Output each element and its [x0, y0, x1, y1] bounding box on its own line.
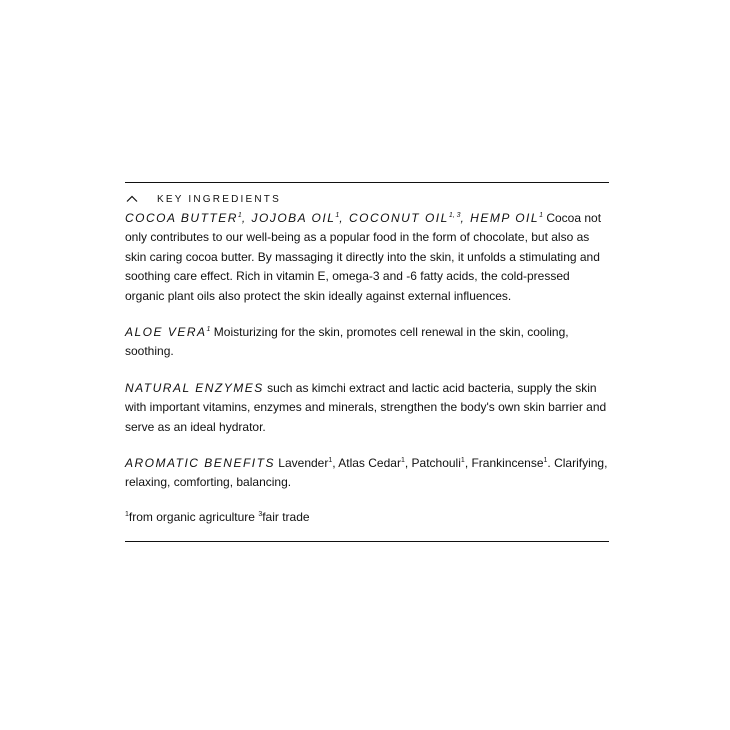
- ingredient-section: [125, 379, 609, 437]
- description-part: , Patchouli: [404, 456, 461, 471]
- ingredient-section: [125, 323, 609, 362]
- ingredient-name-part: COCOA BUTTER: [125, 211, 238, 225]
- ingredient-name: [125, 456, 275, 470]
- ingredient-name: [125, 381, 264, 395]
- footnote-marker: 1: [125, 510, 129, 518]
- footnote-marker: 1: [539, 212, 543, 219]
- description-part: . Clarifying, relaxing, comforting, balancing.: [125, 456, 608, 490]
- ingredient-description: Moisturizing for the skin, promotes cell renewal in the skin, cooling, soothing.: [125, 325, 569, 359]
- ingredient-description: such as kimchi extract and lactic acid bacteria, supply the skin with important vitamins, enzymes and minerals, strengthen the body's own skin barrier and serve as an ideal hydrator.: [125, 380, 607, 434]
- footnote-marker: 1: [328, 457, 333, 465]
- ingredient-name-part: , HEMP OIL: [460, 211, 540, 225]
- description-part: Lavender: [278, 456, 329, 471]
- footnote-marker: 1: [237, 212, 242, 219]
- ingredient-name-part: , JOJOBA OIL: [241, 211, 336, 225]
- footnote-marker: 1: [206, 326, 211, 334]
- ingredient-description: Cocoa not only contributes to our well-being as a popular food in the form of chocolate, but also as skin caring cocoa butter. By massaging it directly into the skin, it unfolds a stimulating and soothing care effect. Rich in vitamin E, omega-3 and -6 fatty acids, the cold-pressed organic plant oils also protect the skin ideally against external influences.: [125, 211, 602, 303]
- ingredient-name-part: ALOE VERA: [125, 325, 207, 340]
- ingredient-name: [125, 211, 543, 225]
- footnote-marker: 1: [460, 457, 465, 465]
- ingredient-section: [125, 454, 609, 493]
- key-ingredients-accordion: [125, 182, 609, 542]
- footnote-text: from organic agriculture: [128, 509, 255, 524]
- description-part: , Atlas Cedar: [332, 456, 401, 471]
- ingredient-name-part: , COCONUT OIL: [339, 211, 449, 225]
- ingredient-name-part: AROMATIC BENEFITS: [125, 456, 275, 471]
- footnote-marker: 1: [543, 457, 548, 465]
- ingredient-section: [125, 209, 609, 306]
- ingredients-list: [125, 209, 609, 493]
- accordion-title: KEY INGREDIENTS: [157, 193, 281, 205]
- ingredient-name: [125, 325, 210, 339]
- description-part: , Frankincense: [464, 456, 544, 471]
- footnote-marker: 3: [258, 510, 263, 518]
- footnote-marker: 1: [400, 457, 405, 465]
- accordion-header[interactable]: [125, 191, 609, 207]
- footnotes: [125, 508, 609, 527]
- footnote-marker: 1: [335, 212, 340, 219]
- footnote-marker: 1, 3: [448, 212, 461, 219]
- ingredient-name-part: NATURAL ENZYMES: [125, 380, 264, 395]
- footnote-text: fair trade: [262, 509, 310, 524]
- chevron-up-icon[interactable]: [125, 192, 139, 206]
